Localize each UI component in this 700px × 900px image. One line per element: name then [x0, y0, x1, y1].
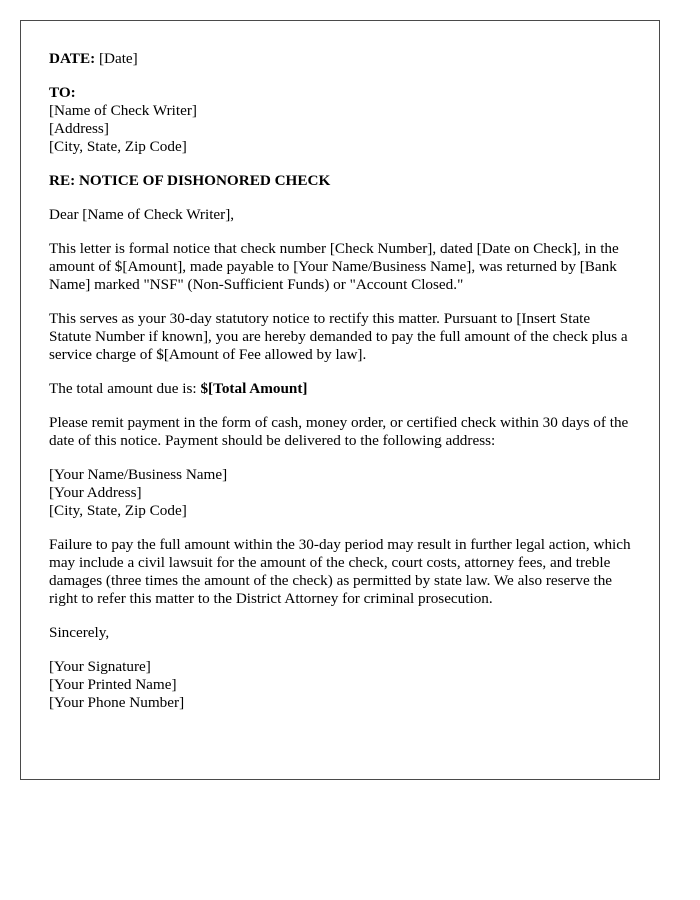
legal-action-paragraph: Failure to pay the full amount within the 30-day period may result in further legal action, which may include a civil lawsuit for the amount of the check, court costs, attorney fees, and treble damages (three times the amount of the check) as permitted by state law. We also reserve the right to refer this matter to the District Attorney for criminal prosecution. [49, 536, 631, 607]
statutory-paragraph: This serves as your 30-day statutory notice to rectify this matter. Pursuant to [Insert State Statute Number if known], you are hereby demanded to pay the full amount of the check plus a service charge of $[Amount of Fee allowed by law]. [49, 310, 628, 363]
phone-number-line: [Your Phone Number] [49, 694, 185, 711]
recipient-address: [Address] [49, 120, 109, 137]
closing: Sincerely, [49, 624, 110, 641]
remit-business-name: [Your Name/Business Name] [49, 466, 228, 483]
recipient-name: [Name of Check Writer] [49, 102, 197, 119]
printed-name-line: [Your Printed Name] [49, 676, 177, 693]
recipient-label: TO: [49, 84, 76, 101]
subject-text: RE: NOTICE OF DISHONORED CHECK [49, 172, 331, 189]
payment-instructions-paragraph: Please remit payment in the form of cash, money order, or certified check within 30 days of the date of this notice. Payment should be delivered to the following address: [49, 414, 629, 449]
total-amount-line [49, 380, 631, 398]
recipient-block [49, 84, 631, 156]
signature-line: [Your Signature] [49, 658, 151, 675]
date-line [49, 50, 631, 68]
subject-line [49, 172, 631, 190]
remit-address-block [49, 466, 631, 520]
date-label: DATE: [49, 50, 96, 67]
notice-paragraph: This letter is formal notice that check number [Check Number], dated [Date on Check], in the amount of $[Amount], made payable to [Your Name/Business Name], was returned by [Bank Name] marked "NSF" (Non-Sufficient Funds) or "Account Closed." [49, 240, 619, 293]
recipient-city-state-zip: [City, State, Zip Code] [49, 138, 187, 155]
letter-page [20, 20, 660, 780]
salutation: Dear [Name of Check Writer], [49, 206, 235, 223]
remit-city-state-zip: [City, State, Zip Code] [49, 502, 187, 519]
remit-address: [Your Address] [49, 484, 142, 501]
total-amount-label: The total amount due is: [49, 380, 197, 397]
date-value: [Date] [98, 50, 138, 67]
total-amount-value: $[Total Amount] [200, 380, 308, 397]
signature-block [49, 658, 631, 712]
